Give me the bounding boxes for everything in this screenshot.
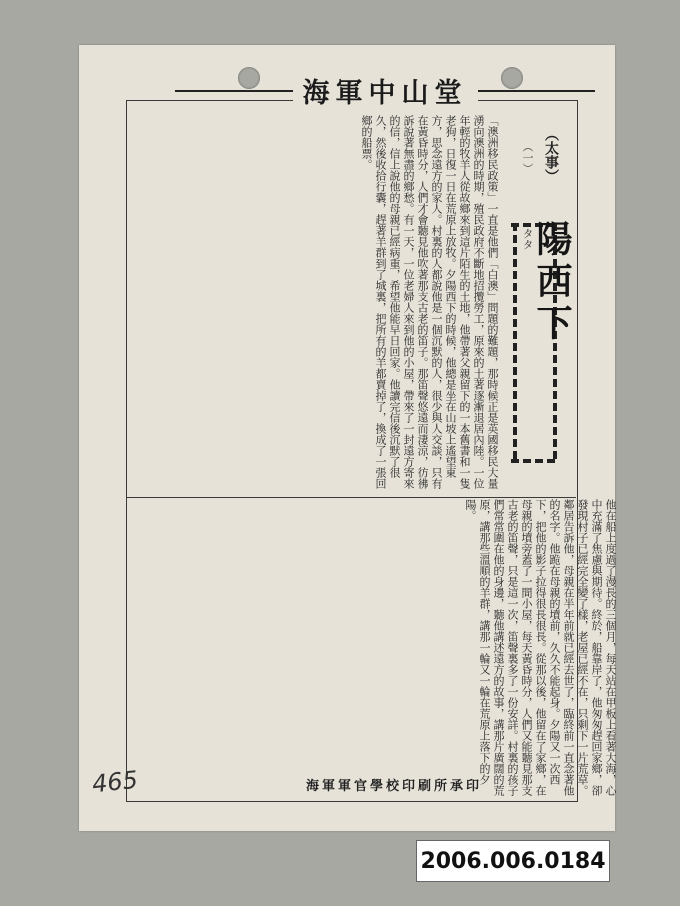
- title-border-bottom: [511, 459, 555, 463]
- accession-label: 2006.006.0184: [416, 840, 610, 882]
- printer-credit: 海軍軍官學校印刷所承印: [305, 779, 482, 794]
- document-sheet: [79, 45, 615, 831]
- article-body-upper: 「澳洲移民政策」一直是他們「白澳」問題的難題，那時候正是英國移民大量湧向澳洲的時期，殖民政府不斷地招攬勞工，原來的土著逐漸退居內陸。一位年輕的牧羊人從故鄉來到這片陌生的土地，他帶著父親留下的一本舊書和一隻老狗，日復一日在荒原上放牧。夕陽西下的時候，他總是坐在山坡上遙望東方，思念遠方的家人。村裏的人都說他是一個沉默的人，很少與人交談，只有在黃昏時分，人們才會聽見他吹著那支古老的笛子。那笛聲悠遠而淒涼，彷彿訴說著無盡的鄉愁。有一天，一位老婦人來到他的小屋，帶來了一封遠方寄來的信，信上說他的母親已經病重，希望他能早日回家。他讀完信後沉默了很久，然後收拾行囊，趕著羊群到了城裏，把所有的羊都賣掉了，換成了一張回鄉的船票。: [360, 115, 499, 489]
- masthead: [175, 73, 595, 107]
- masthead-title: 海軍中山堂: [293, 71, 478, 110]
- column-tag: （太事）: [543, 127, 559, 183]
- section-divider: [126, 497, 576, 498]
- article-body-lower: 他在船上度過了漫長的三個月，每天站在甲板上看著大海，心中充滿了焦慮與期待。終於，船靠岸了，他匆匆趕回家鄉，卻發現村子已經完全變了樣，老屋已經不在，只剩下一片荒草。鄰居告訴他，母親在半年前就已經去世了，臨終前一直念著他的名字。他跪在母親的墳前，久久不能起身。夕陽又一次西下，把他的影子拉得很長很長。從那以後，他留在了家鄉，在母親的墳旁蓋了一間小屋，每天黃昏時分，人們又能聽見那支古老的笛聲，只是這一次，笛聲裏多了一份安詳。村裏的孩子們常常圍在他的身邊，聽他講述遠方的故事，講那片廣闊的荒原，講那些溫順的羊群，講那一輪又一輪在荒原上落下的夕陽。: [464, 499, 617, 796]
- title-annotation: タタ: [521, 228, 534, 250]
- column-subtag: （一）: [521, 141, 534, 174]
- handwritten-number: 465: [90, 765, 140, 799]
- article-title: 陽西下: [531, 220, 573, 346]
